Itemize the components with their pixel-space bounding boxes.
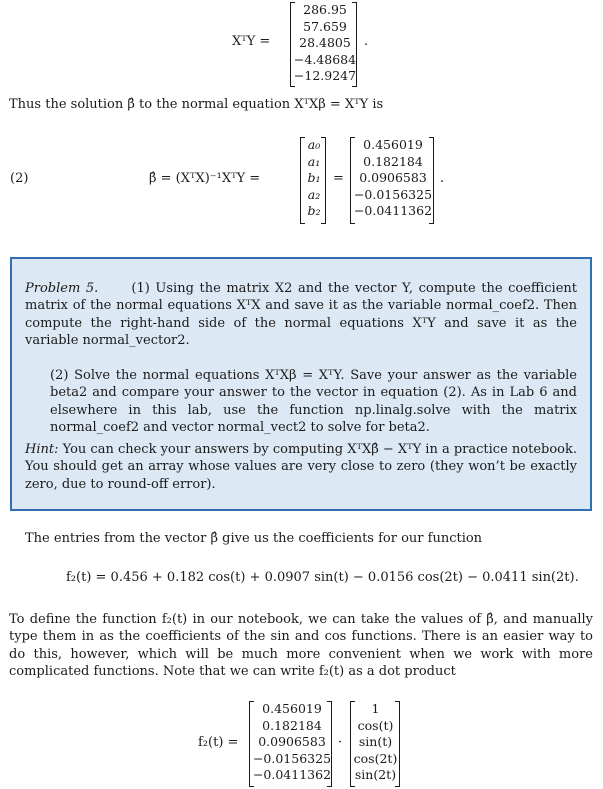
dot-lhs: f₂(t) = bbox=[198, 735, 239, 750]
part1-text: Using the matrix X2 and the vector Y, compute the coefficient matrix of the normal equations XᵀX and save it as the variable normal_coef2. Then compute the right-hand side of the normal equations XᵀY and save it as the variable normal_vector2. bbox=[25, 281, 578, 348]
solution-intro: Thus the solution β̂ to the normal equation XᵀXβ = XᵀY is bbox=[9, 97, 384, 112]
beta-value: 0.456019 bbox=[363, 137, 423, 152]
hint bbox=[25, 441, 577, 493]
symbol-entry: b₂ bbox=[307, 203, 321, 219]
symbol-entry: a₂ bbox=[307, 186, 321, 202]
problem-label: Problem 5. bbox=[25, 281, 99, 296]
values-right-bracket bbox=[429, 137, 434, 224]
xty-vector bbox=[293, 2, 357, 85]
basis-entry: 1 bbox=[371, 701, 380, 716]
symbol-entry: b₁ bbox=[307, 170, 321, 186]
dot-values-vector bbox=[252, 701, 332, 784]
xty-lhs: XᵀY = bbox=[232, 34, 271, 49]
part2-number: (2) bbox=[50, 368, 69, 383]
basis-vector bbox=[353, 701, 398, 784]
xty-entry: 57.659 bbox=[303, 18, 347, 34]
beta-value: −0.0156325 bbox=[353, 186, 433, 202]
basis-entry: cos(2t) bbox=[353, 750, 398, 766]
xty-entry: −4.48684 bbox=[293, 51, 357, 67]
define-text: To define the function f₂(t) in our notebook, we can take the values of β̂, and manually type them in as the coefficients of the sin and cos functions. There is an easier way to do this, however, which will be much more convenient when we work with more complicated functions. Note that we can write f₂(t) as a dot product bbox=[9, 612, 593, 679]
xty-right-bracket bbox=[352, 2, 357, 87]
dot-value: −0.0156325 bbox=[252, 750, 332, 766]
equation-number: (2) bbox=[10, 171, 29, 186]
basis-right-bracket bbox=[395, 701, 400, 787]
eq2-end: . bbox=[440, 171, 445, 186]
beta-values-vector bbox=[353, 137, 433, 220]
hint-text: You can check your answers by computing XᵀXβ̂ − XᵀY in a practice notebook. You should get an array whose values are very close to zero (they won’t be exactly zero, due to round-off error). bbox=[25, 442, 578, 492]
xty-entry: 28.4805 bbox=[299, 35, 351, 51]
xty-end: . bbox=[364, 34, 369, 49]
entries-text: The entries from the vector β̂ give us the coefficients for our function bbox=[25, 531, 483, 546]
dot-value: 0.0906583 bbox=[258, 734, 326, 750]
basis-entry: sin(t) bbox=[358, 734, 393, 750]
xty-entry: −12.9247 bbox=[293, 68, 357, 84]
beta-value: 0.0906583 bbox=[359, 170, 427, 186]
symbols-right-bracket bbox=[321, 137, 326, 224]
xty-entry: 286.95 bbox=[303, 2, 347, 17]
f2-formula: f₂(t) = 0.456 + 0.182 cos(t) + 0.0907 sin(t) − 0.0156 cos(2t) − 0.0411 sin(2t). bbox=[66, 570, 579, 585]
symbol-entry: a₀ bbox=[307, 137, 321, 152]
equals-sign: = bbox=[333, 171, 344, 186]
part1-number: (1) bbox=[131, 281, 150, 296]
dot-value: −0.0411362 bbox=[252, 767, 332, 783]
problem-part2 bbox=[50, 367, 577, 436]
beta-value: −0.0411362 bbox=[353, 203, 433, 219]
basis-entry: sin(2t) bbox=[354, 767, 397, 783]
dot-symbol: · bbox=[338, 735, 343, 750]
dot-value: 0.182184 bbox=[262, 717, 322, 733]
symbol-entry: a₁ bbox=[307, 153, 321, 169]
dot-value: 0.456019 bbox=[262, 701, 322, 716]
problem-box bbox=[10, 257, 592, 511]
beta-hat-lhs: β̂ = (XᵀX)⁻¹XᵀY = bbox=[149, 171, 261, 186]
dot-values-right-bracket bbox=[327, 701, 332, 787]
beta-value: 0.182184 bbox=[363, 153, 423, 169]
basis-entry: cos(t) bbox=[357, 717, 394, 733]
problem-part1 bbox=[25, 280, 577, 349]
part2-text: Solve the normal equations XᵀXβ = XᵀY. Save your answer as the variable beta2 and compare your answer to the vector in equation (2). As in Lab 6 and elsewhere in this lab, use the function np.linalg.solve with the matrix normal_coef2 and vector normal_vect2 to solve for beta2. bbox=[50, 368, 578, 435]
hint-label: Hint: bbox=[25, 442, 59, 457]
